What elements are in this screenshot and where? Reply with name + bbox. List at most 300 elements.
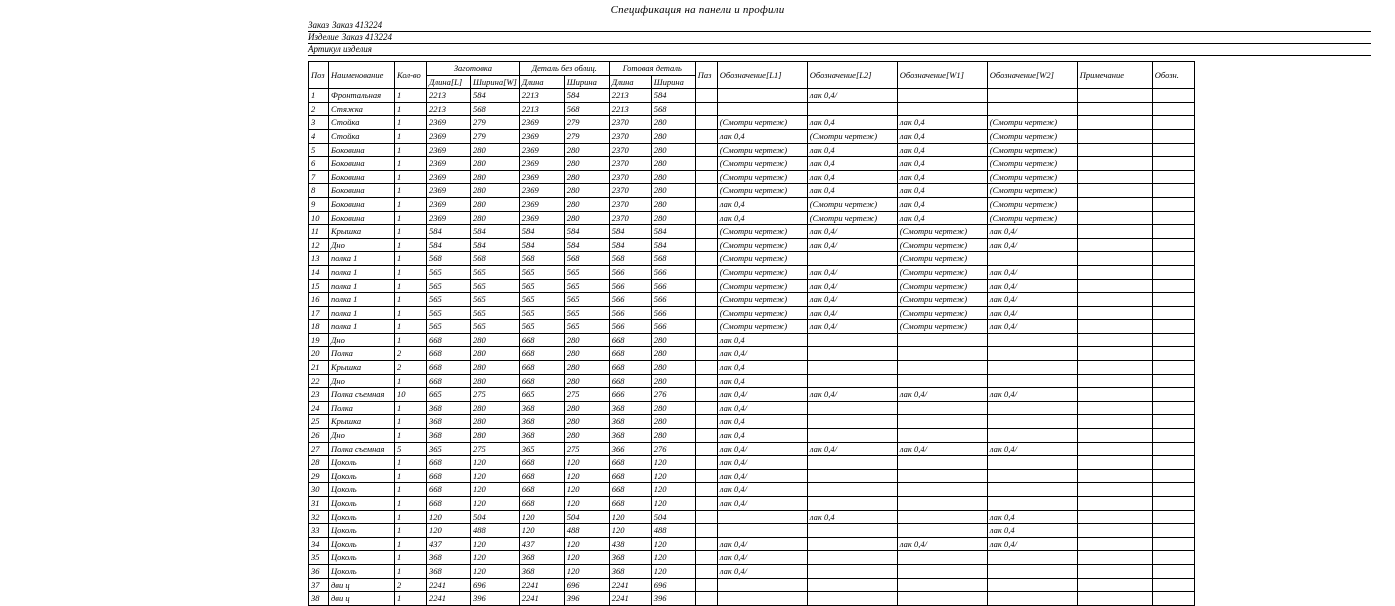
table-cell: (Смотри чертеж) <box>717 157 807 171</box>
table-cell: 1 <box>395 238 427 252</box>
table-cell: Боковина <box>329 197 395 211</box>
table-cell: 1 <box>395 225 427 239</box>
table-header <box>309 62 1195 89</box>
table-cell: лак 0,4 <box>807 510 897 524</box>
table-cell: 120 <box>427 510 471 524</box>
table-cell: 120 <box>564 483 609 497</box>
table-cell: 2370 <box>609 157 651 171</box>
table-cell: Боковина <box>329 157 395 171</box>
table-cell: 2213 <box>519 89 564 103</box>
table-cell <box>1152 211 1194 225</box>
table-cell: лак 0,4/ <box>717 388 807 402</box>
table-cell: 665 <box>427 388 471 402</box>
table-cell <box>1077 347 1152 361</box>
table-cell <box>695 89 717 103</box>
table-cell: лак 0,4/ <box>987 293 1077 307</box>
table-cell <box>1152 469 1194 483</box>
table-row <box>309 388 1195 402</box>
table-cell: 696 <box>564 578 609 592</box>
column-header-w1: Обозначение[W1] <box>897 62 987 89</box>
table-cell <box>1152 510 1194 524</box>
table-cell: лак 0,4 <box>807 143 897 157</box>
table-cell: Цоколь <box>329 564 395 578</box>
table-cell: 565 <box>519 306 564 320</box>
table-cell: 28 <box>309 456 329 470</box>
table-cell: 1 <box>395 116 427 130</box>
table-cell: 1 <box>395 374 427 388</box>
table-cell <box>987 578 1077 592</box>
table-cell: (Смотри чертеж) <box>717 293 807 307</box>
table-cell <box>1152 320 1194 334</box>
table-cell: 280 <box>651 333 695 347</box>
table-cell <box>897 102 987 116</box>
header-field-product <box>308 32 1371 44</box>
table-cell: 584 <box>564 238 609 252</box>
table-cell: 10 <box>395 388 427 402</box>
table-cell: лак 0,4 <box>897 184 987 198</box>
table-cell <box>1152 333 1194 347</box>
header-field-article <box>308 44 1371 56</box>
table-cell: 396 <box>471 592 520 606</box>
table-cell: (Смотри чертеж) <box>717 116 807 130</box>
table-cell <box>987 333 1077 347</box>
table-cell: 2213 <box>427 89 471 103</box>
table-cell: 120 <box>651 456 695 470</box>
table-cell: 368 <box>427 551 471 565</box>
table-cell: (Смотри чертеж) <box>717 238 807 252</box>
table-cell <box>807 578 897 592</box>
table-cell: лак 0,4/ <box>987 537 1077 551</box>
table-cell: 504 <box>564 510 609 524</box>
table-cell: 568 <box>609 252 651 266</box>
table-cell: 568 <box>471 252 520 266</box>
table-cell <box>1077 197 1152 211</box>
table-cell: лак 0,4/ <box>717 551 807 565</box>
table-cell <box>1152 170 1194 184</box>
table-cell: (Смотри чертеж) <box>717 252 807 266</box>
table-cell <box>987 497 1077 511</box>
table-cell: 280 <box>471 197 520 211</box>
table-cell: 2369 <box>519 170 564 184</box>
table-cell: (Смотри чертеж) <box>897 225 987 239</box>
table-cell: 2 <box>395 347 427 361</box>
table-cell <box>807 102 897 116</box>
table-cell: 280 <box>471 401 520 415</box>
table-cell: 2369 <box>427 157 471 171</box>
table-cell <box>1152 184 1194 198</box>
table-cell: 568 <box>651 102 695 116</box>
table-cell: 368 <box>427 429 471 443</box>
table-cell: 280 <box>564 361 609 375</box>
table-cell: Дно <box>329 429 395 443</box>
header-field-product-label: Изделие <box>308 32 339 42</box>
table-cell: 2370 <box>609 170 651 184</box>
table-cell: 1 <box>395 415 427 429</box>
table-cell: 365 <box>427 442 471 456</box>
table-cell: 280 <box>471 333 520 347</box>
table-cell: 280 <box>471 361 520 375</box>
table-cell: 488 <box>471 524 520 538</box>
header-field-order <box>308 20 1371 32</box>
table-cell: Боковина <box>329 143 395 157</box>
table-cell: 396 <box>564 592 609 606</box>
table-cell <box>1152 89 1194 103</box>
table-cell: лак 0,4 <box>807 184 897 198</box>
table-row <box>309 143 1195 157</box>
table-cell: 280 <box>651 157 695 171</box>
table-cell <box>1077 388 1152 402</box>
table-cell <box>807 456 897 470</box>
table-cell: 565 <box>564 293 609 307</box>
table-cell <box>897 361 987 375</box>
table-cell: лак 0,4 <box>717 197 807 211</box>
table-cell: 280 <box>651 116 695 130</box>
table-cell: дви ц <box>329 592 395 606</box>
table-cell: 4 <box>309 129 329 143</box>
table-cell: 2213 <box>427 102 471 116</box>
table-row <box>309 225 1195 239</box>
table-cell: 280 <box>564 197 609 211</box>
table-cell <box>1077 184 1152 198</box>
table-cell: (Смотри чертеж) <box>717 143 807 157</box>
table-cell: Полка <box>329 401 395 415</box>
table-cell: 120 <box>471 456 520 470</box>
table-cell: 21 <box>309 361 329 375</box>
table-cell: (Смотри чертеж) <box>717 265 807 279</box>
table-cell: Цоколь <box>329 456 395 470</box>
table-cell: 120 <box>651 469 695 483</box>
table-cell: 368 <box>519 429 564 443</box>
table-cell: 566 <box>651 306 695 320</box>
table-cell <box>1077 551 1152 565</box>
table-cell <box>695 564 717 578</box>
table-cell: 1 <box>395 265 427 279</box>
table-cell: 565 <box>564 265 609 279</box>
table-cell <box>897 333 987 347</box>
table-cell <box>807 347 897 361</box>
table-cell: 584 <box>427 225 471 239</box>
table-row <box>309 333 1195 347</box>
table-cell: 1 <box>395 483 427 497</box>
table-cell: 120 <box>471 564 520 578</box>
table-cell: 280 <box>471 143 520 157</box>
table-cell: 1 <box>395 279 427 293</box>
table-cell: 1 <box>395 157 427 171</box>
table-cell <box>717 102 807 116</box>
table-cell: 1 <box>395 524 427 538</box>
table-cell: лак 0,4/ <box>897 537 987 551</box>
table-cell: 280 <box>651 211 695 225</box>
table-cell: 11 <box>309 225 329 239</box>
table-cell <box>807 415 897 429</box>
table-cell: 8 <box>309 184 329 198</box>
table-row <box>309 197 1195 211</box>
table-cell <box>1152 129 1194 143</box>
table-cell <box>695 143 717 157</box>
table-cell: 280 <box>564 184 609 198</box>
table-cell: 26 <box>309 429 329 443</box>
table-cell: 18 <box>309 320 329 334</box>
table-cell: Полка <box>329 347 395 361</box>
table-cell <box>695 279 717 293</box>
table-cell: 120 <box>564 469 609 483</box>
table-cell: 2213 <box>519 102 564 116</box>
table-cell: 120 <box>471 483 520 497</box>
table-cell: (Смотри чертеж) <box>987 157 1077 171</box>
table-cell: (Смотри чертеж) <box>897 293 987 307</box>
table-cell: 7 <box>309 170 329 184</box>
table-cell: 668 <box>609 497 651 511</box>
table-cell <box>695 415 717 429</box>
table-cell: 31 <box>309 497 329 511</box>
table-cell: лак 0,4 <box>717 129 807 143</box>
table-cell: 1 <box>395 102 427 116</box>
table-cell <box>987 469 1077 483</box>
table-cell: 9 <box>309 197 329 211</box>
table-cell <box>695 265 717 279</box>
table-cell: 280 <box>651 429 695 443</box>
table-cell: полка 1 <box>329 306 395 320</box>
table-cell: 2370 <box>609 211 651 225</box>
table-cell: Цоколь <box>329 537 395 551</box>
table-cell <box>695 388 717 402</box>
table-cell: 565 <box>519 279 564 293</box>
table-cell <box>1152 592 1194 606</box>
table-cell <box>1077 333 1152 347</box>
table-cell <box>695 170 717 184</box>
table-cell: (Смотри чертеж) <box>987 170 1077 184</box>
table-cell: 279 <box>471 129 520 143</box>
table-cell: 280 <box>564 401 609 415</box>
table-cell: 584 <box>519 238 564 252</box>
table-row <box>309 361 1195 375</box>
table-cell: 1 <box>395 211 427 225</box>
table-cell: 25 <box>309 415 329 429</box>
table-cell: лак 0,4 <box>987 510 1077 524</box>
table-cell: 16 <box>309 293 329 307</box>
table-cell <box>1077 483 1152 497</box>
table-cell: 566 <box>651 265 695 279</box>
table-cell: Дно <box>329 374 395 388</box>
table-cell: лак 0,4/ <box>717 537 807 551</box>
table-cell: лак 0,4/ <box>717 456 807 470</box>
table-cell: лак 0,4/ <box>717 442 807 456</box>
table-cell: лак 0,4 <box>807 170 897 184</box>
table-cell: 565 <box>471 293 520 307</box>
table-cell: (Смотри чертеж) <box>897 279 987 293</box>
table-cell: 120 <box>609 510 651 524</box>
table-cell <box>807 361 897 375</box>
table-cell <box>987 374 1077 388</box>
table-cell: 1 <box>395 592 427 606</box>
table-cell: 668 <box>519 347 564 361</box>
table-cell: 2369 <box>427 170 471 184</box>
table-cell: 368 <box>609 564 651 578</box>
table-cell <box>1152 564 1194 578</box>
header-field-article-label: Артикул изделия <box>308 44 372 54</box>
table-cell <box>1152 497 1194 511</box>
table-cell: 368 <box>609 551 651 565</box>
table-cell <box>987 592 1077 606</box>
table-cell <box>1077 429 1152 443</box>
table-cell: лак 0,4/ <box>807 442 897 456</box>
table-cell <box>717 578 807 592</box>
table-cell <box>1077 89 1152 103</box>
table-cell <box>1152 252 1194 266</box>
table-cell <box>695 225 717 239</box>
table-cell: 668 <box>609 469 651 483</box>
table-cell: 32 <box>309 510 329 524</box>
table-cell: 30 <box>309 483 329 497</box>
table-cell: лак 0,4 <box>717 429 807 443</box>
table-row <box>309 551 1195 565</box>
table-cell <box>1077 238 1152 252</box>
table-cell: 504 <box>651 510 695 524</box>
table-row <box>309 157 1195 171</box>
table-cell: лак 0,4/ <box>987 306 1077 320</box>
table-cell: 280 <box>651 197 695 211</box>
table-cell: 568 <box>564 102 609 116</box>
table-cell: 368 <box>609 401 651 415</box>
table-cell: Цоколь <box>329 524 395 538</box>
table-cell: (Смотри чертеж) <box>717 184 807 198</box>
table-cell: 280 <box>471 184 520 198</box>
table-cell: 368 <box>519 551 564 565</box>
table-row <box>309 306 1195 320</box>
table-cell <box>807 483 897 497</box>
table-cell: (Смотри чертеж) <box>807 211 897 225</box>
table-cell: лак 0,4 <box>717 333 807 347</box>
table-cell: 2370 <box>609 129 651 143</box>
table-cell <box>987 483 1077 497</box>
table-cell <box>695 238 717 252</box>
table-cell: 14 <box>309 265 329 279</box>
table-cell: 584 <box>609 238 651 252</box>
table-cell <box>695 442 717 456</box>
table-cell: 280 <box>651 184 695 198</box>
table-cell: 568 <box>564 252 609 266</box>
table-cell: (Смотри чертеж) <box>717 170 807 184</box>
table-cell: 120 <box>564 564 609 578</box>
table-cell <box>1077 592 1152 606</box>
table-cell: 2370 <box>609 197 651 211</box>
table-cell: 368 <box>427 401 471 415</box>
table-cell: 280 <box>651 347 695 361</box>
table-cell: (Смотри чертеж) <box>897 252 987 266</box>
table-cell: (Смотри чертеж) <box>987 129 1077 143</box>
table-cell: 2370 <box>609 184 651 198</box>
table-cell: Дно <box>329 238 395 252</box>
table-cell: 1 <box>309 89 329 103</box>
column-header-finished-length: Длина <box>609 75 651 89</box>
table-cell: 2369 <box>519 116 564 130</box>
table-cell <box>897 497 987 511</box>
table-cell: 280 <box>651 170 695 184</box>
table-cell: полка 1 <box>329 320 395 334</box>
table-cell: 2241 <box>519 592 564 606</box>
table-cell <box>987 89 1077 103</box>
table-cell: 2369 <box>519 143 564 157</box>
table-cell <box>695 374 717 388</box>
table-cell: 668 <box>519 469 564 483</box>
table-cell: 368 <box>519 415 564 429</box>
table-cell <box>1152 238 1194 252</box>
table-cell: лак 0,4 <box>897 129 987 143</box>
table-cell: Крышка <box>329 225 395 239</box>
table-cell: полка 1 <box>329 279 395 293</box>
table-cell: 1 <box>395 456 427 470</box>
table-cell: 275 <box>564 388 609 402</box>
table-cell: лак 0,4/ <box>987 320 1077 334</box>
table-cell: 275 <box>471 388 520 402</box>
table-cell: 2241 <box>609 578 651 592</box>
table-cell <box>807 401 897 415</box>
table-cell <box>1152 429 1194 443</box>
table-cell <box>1152 347 1194 361</box>
table-cell <box>807 524 897 538</box>
table-cell: (Смотри чертеж) <box>987 116 1077 130</box>
table-cell: 280 <box>564 333 609 347</box>
table-cell <box>1152 279 1194 293</box>
table-cell: (Смотри чертеж) <box>987 184 1077 198</box>
table-cell: лак 0,4 <box>717 211 807 225</box>
table-cell: 120 <box>471 537 520 551</box>
table-cell: 2369 <box>427 184 471 198</box>
table-cell: 280 <box>564 374 609 388</box>
table-cell <box>987 347 1077 361</box>
table-cell: лак 0,4 <box>717 361 807 375</box>
table-cell <box>717 592 807 606</box>
table-body <box>309 89 1195 606</box>
table-cell: 584 <box>471 225 520 239</box>
table-cell <box>1077 374 1152 388</box>
table-cell: 584 <box>564 89 609 103</box>
table-row <box>309 524 1195 538</box>
table-cell: 584 <box>519 225 564 239</box>
table-cell <box>897 415 987 429</box>
table-cell: 1 <box>395 184 427 198</box>
group-header-blank: Заготовка <box>427 62 520 76</box>
table-cell <box>695 116 717 130</box>
table-cell: 368 <box>519 564 564 578</box>
table-cell <box>987 252 1077 266</box>
table-cell: лак 0,4 <box>897 211 987 225</box>
table-cell: 120 <box>519 510 564 524</box>
table-cell <box>897 483 987 497</box>
table-cell: 2369 <box>519 211 564 225</box>
table-cell: Полка съемная <box>329 442 395 456</box>
table-cell: 668 <box>427 469 471 483</box>
table-cell: 668 <box>519 497 564 511</box>
table-cell: (Смотри чертеж) <box>807 197 897 211</box>
table-cell <box>1152 374 1194 388</box>
column-header-finished-width: Ширина <box>651 75 695 89</box>
table-cell: 17 <box>309 306 329 320</box>
column-header-w2: Обозначение[W2] <box>987 62 1077 89</box>
table-cell <box>807 564 897 578</box>
table-cell <box>695 361 717 375</box>
table-cell: 1 <box>395 89 427 103</box>
table-cell: 366 <box>609 442 651 456</box>
table-cell: 565 <box>427 320 471 334</box>
table-cell: 5 <box>395 442 427 456</box>
table-cell: 2 <box>395 578 427 592</box>
table-cell <box>695 333 717 347</box>
table-cell: 1 <box>395 429 427 443</box>
table-cell <box>1077 564 1152 578</box>
table-row <box>309 578 1195 592</box>
table-cell: 276 <box>651 388 695 402</box>
